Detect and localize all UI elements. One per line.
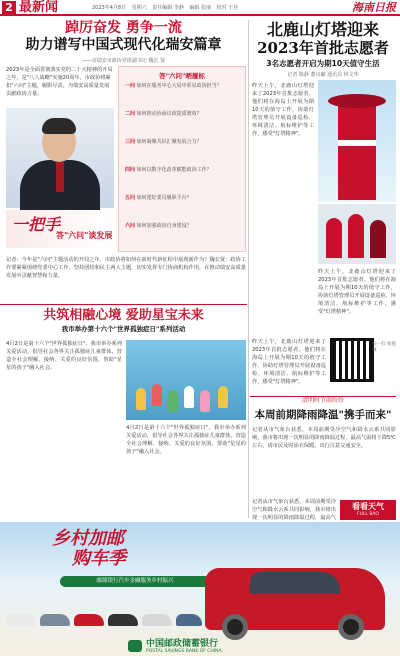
car-icon <box>74 614 104 626</box>
wheel-icon <box>222 614 248 640</box>
qa-item: 六问 如何加强政协自身建设？ <box>125 223 192 229</box>
car-icon <box>108 614 138 626</box>
lighthouse-shape <box>338 100 376 200</box>
lighthouse-band <box>338 140 376 146</box>
child-figure <box>200 390 210 412</box>
car-icon <box>176 614 202 626</box>
column-divider <box>248 20 249 518</box>
story3-body: 昨天上午，北鹿山灯塔迎来了2023年首批志愿者。他们将在海岛上开展为期10天的值守工作，协助灯塔管理员开展设备巡检、环境清洁、航标维护等工作，感受"灯塔精神"。 <box>252 83 314 137</box>
event-photo <box>126 340 246 420</box>
story2-headline[interactable]: 共筑相融心境 爱助星宝未来 <box>43 308 204 323</box>
weather-box[interactable] <box>340 500 396 520</box>
masthead-info <box>92 4 242 13</box>
lighthouse-photo <box>318 80 396 202</box>
qr-caption: 扫一扫 看视频 <box>372 342 396 353</box>
story2-body-cont: 4月2日是第十六个"世界孤独症日"。我市举办系列关爱活动，倡导社会各界关注孤独症儿童群体，营造全社会理解、接纳、关爱的良好氛围，帮助"星星的孩子"融入社会。 <box>126 425 246 455</box>
story2-body: 4月2日是第十六个"世界孤独症日"。我市举办系列关爱活动，倡导社会各界关注孤独症儿童群体，营造全社会理解、接纳、关爱的良好氛围，帮助"星星的孩子"融入社会。 <box>6 341 122 371</box>
child-figure <box>184 386 194 408</box>
truck-window <box>250 572 340 594</box>
wheel-icon <box>338 614 364 640</box>
bank-logo-icon <box>128 640 142 652</box>
story3-headline-line1[interactable]: 北鹿山灯塔迎来 <box>266 20 379 39</box>
layout-editor: 编辑 张丽 <box>189 5 212 11</box>
story4-tag: 清明时节雨纷纷 <box>250 396 396 405</box>
interviewee-photo <box>6 108 114 208</box>
six-questions-panel <box>118 66 246 252</box>
lighthouse-lantern <box>328 94 386 108</box>
badge-title: 一把手 <box>12 215 61 234</box>
story3-byline: 记者 陈静 董诗璐 通讯员 林文华 <box>287 72 359 78</box>
story3-headline-line2[interactable]: 2023年首批志愿者 <box>257 39 389 57</box>
weather-subtitle: FULL BAO <box>357 512 379 517</box>
story2-subheadline: 我市举办第十六个"世界孤独症日"系列活动 <box>61 325 186 333</box>
story4-body-cont: 记者从市气象台获悉，本周前期受冷空气和降水云系共同影响，我市将出现一次明显的降雨降温过程，最高气 <box>252 499 336 521</box>
page-number: 2 <box>2 1 16 15</box>
story1-byline: ——访瑞安市政协党组副书记 魏长 贤 <box>81 58 166 64</box>
child-figure <box>218 386 228 408</box>
bank-advertisement[interactable] <box>0 522 400 656</box>
editor: 责任编辑 李静 <box>152 5 184 11</box>
car-icon <box>142 614 172 626</box>
tie-shape <box>56 162 64 192</box>
story1-headline-line1[interactable]: 踔厉奋发 勇争一流 <box>65 20 182 36</box>
story4-body: 记者从市气象台获悉，本周前期受冷空气和降水云系共同影响，我市将出现一次明显的降雨降温过程，最高气温将下降5℃左右，请市民及时添衣保暖，出行注意交通安全。 <box>252 427 397 449</box>
story1-lead: 2023年是全面贯彻落实党的二十大精神的开局之年，是"八八战略"实施20周年。市政协将紧扣"六问"主题，履职尽责，为瑞安高质量发展贡献政协力量。 <box>6 67 113 97</box>
column-badge <box>6 210 114 248</box>
story3-body-tail: 昨天上午，北鹿山灯塔迎来了2023年首批志愿者。他们将在海岛上开展为期10天的值守工作，协助灯塔管理员开展设备巡检、环境清洁、航标维护等工作，感受"灯塔精神"。 <box>252 339 326 385</box>
qa-item: 一问 如何在服务中心大局中彰显政协担当？ <box>125 83 222 89</box>
child-figure <box>152 384 162 406</box>
car-icon <box>6 614 36 626</box>
qa-item: 四问 如何以数字化改革赋能政协工作？ <box>125 167 212 173</box>
hair-shape <box>42 118 76 134</box>
story3-subheadline: 3名志愿者开启为期10天值守生活 <box>266 59 380 68</box>
weather-title: 看看天气 <box>352 502 384 511</box>
ad-headline-line2: 购车季 <box>72 548 126 569</box>
car-icon <box>40 614 70 626</box>
ad-headline-line1: 乡村加邮 <box>52 528 124 549</box>
story1-body: 记者：今年是"六问"主题活动的开局之年，市政协将如何在新时代新征程中展现新作为？魏长贤：政协工作要紧紧围绕党委中心工作，坚持团结和民主两大主题，切实发挥专门协商机构作用，在推动瑞安高质量发展中贡献智慧和力量。 <box>6 257 246 279</box>
ad-slogan: 邮储银行汽车金融服务乡村振兴 <box>60 576 210 587</box>
child-figure <box>136 388 146 410</box>
volunteer-figure <box>348 214 364 258</box>
volunteer-figure <box>326 218 342 258</box>
volunteer-figure <box>370 220 386 258</box>
badge-subtitle: 答"六问"谈发展 <box>56 231 113 240</box>
qa-item: 二问 如何推动协商议政提质增效？ <box>125 111 202 117</box>
bank-name: 中国邮政储蓄银行 <box>146 639 219 649</box>
story1-headline-line2[interactable]: 助力谱写中国式现代化瑞安篇章 <box>25 37 222 53</box>
bank-name-en: POSTAL SAVINGS BANK OF CHINA <box>146 649 222 654</box>
section-title: 最新闻 <box>19 0 59 15</box>
proofreader: 校对 王佳 <box>216 5 239 11</box>
qr-code[interactable] <box>330 338 374 382</box>
story4-headline[interactable]: 本周前期降雨降温"携手而来" <box>254 409 392 421</box>
story3-body-cont: 昨天上午，北鹿山灯塔迎来了2023年首批志愿者。他们将在海岛上开展为期10天的值守工作，协助灯塔管理员开展设备巡检、环境清洁、航标维护等工作，感受"灯塔精神"。 <box>318 269 396 315</box>
section-rule <box>0 304 247 305</box>
newspaper-logo: 海南日报 <box>352 1 396 14</box>
qa-item: 三问 如何凝聚共识汇聚发展合力？ <box>125 139 202 145</box>
panel-title: 答"六问"晒履标 <box>159 72 205 80</box>
issue-date: 2023年4月8日 <box>92 5 127 11</box>
volunteers-photo <box>318 204 396 264</box>
qa-item: 五问 如何建好委员履职平台？ <box>125 195 192 201</box>
weekday: 星期六 <box>131 5 147 11</box>
child-figure <box>168 390 178 412</box>
